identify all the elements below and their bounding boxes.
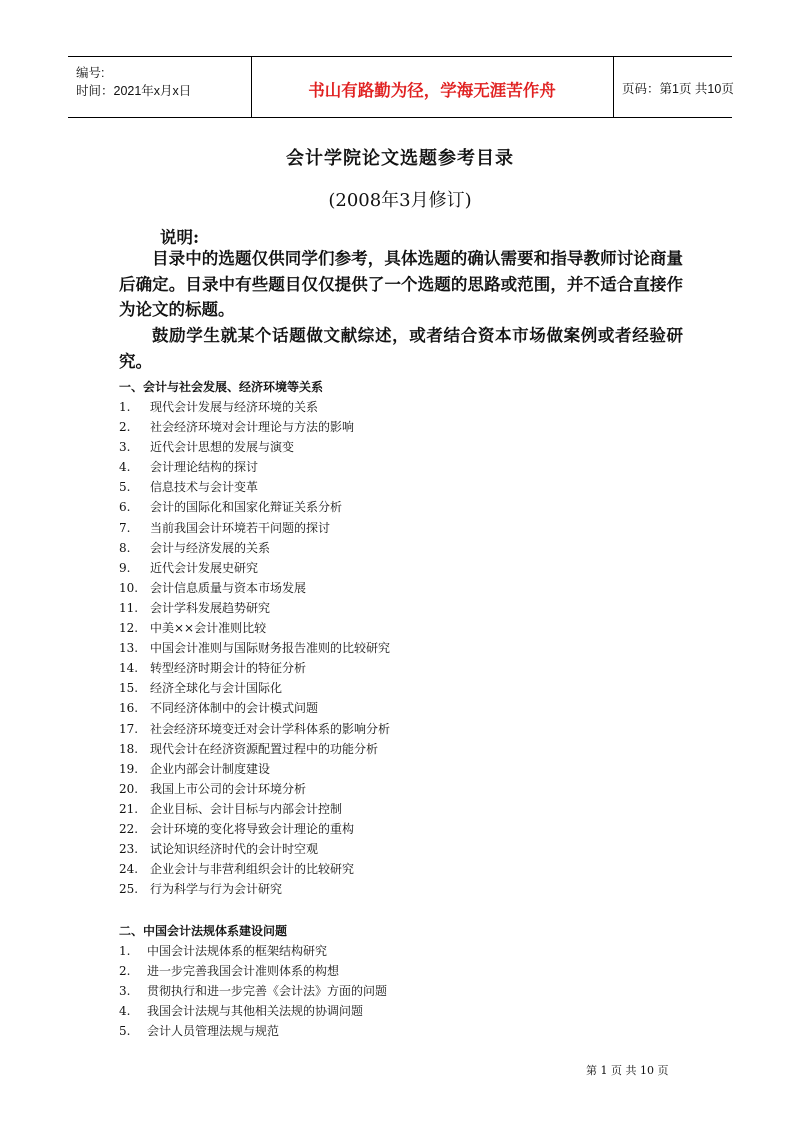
item-text: 中国会计准则与国际财务报告准则的比较研究 bbox=[150, 641, 391, 656]
item-text: 企业目标、会计目标与内部会计控制 bbox=[150, 801, 343, 816]
item-number: 2. bbox=[119, 964, 131, 979]
item-number: 6. bbox=[119, 500, 131, 515]
list-item bbox=[119, 879, 390, 899]
item-number: 11. bbox=[119, 600, 139, 615]
serial-label: 编号: bbox=[76, 66, 105, 80]
item-number: 12. bbox=[119, 621, 139, 636]
item-text: 企业内部会计制度建设 bbox=[150, 761, 271, 776]
item-number: 9. bbox=[119, 560, 131, 575]
item-text: 现代会计发展与经济环境的关系 bbox=[150, 400, 319, 414]
list-item bbox=[119, 598, 390, 618]
item-text: 企业会计与非营利组织会计的比较研究 bbox=[150, 862, 355, 877]
list-item bbox=[119, 397, 390, 417]
item-number: 20. bbox=[119, 781, 139, 796]
motto-text: 书山有路勤为径，学海无涯苦作舟 bbox=[308, 81, 556, 100]
item-number: 3. bbox=[119, 984, 131, 999]
item-text: 近代会计思想的发展与演变 bbox=[150, 440, 295, 455]
explain-label: 说明: bbox=[160, 228, 200, 247]
item-text: 经济全球化与会计国际化 bbox=[150, 681, 283, 696]
item-text: 我国会计法规与其他相关法规的协调问题 bbox=[147, 1004, 364, 1019]
item-number: 8. bbox=[119, 540, 131, 555]
item-number: 1. bbox=[119, 944, 131, 958]
item-number: 5. bbox=[119, 1024, 131, 1039]
item-text: 社会经济环境对会计理论与方法的影响 bbox=[150, 420, 355, 435]
item-text: 会计人员管理法规与规范 bbox=[147, 1024, 280, 1039]
list-item bbox=[119, 739, 390, 759]
item-text: 贯彻执行和进一步完善《会计法》方面的问题 bbox=[147, 984, 388, 999]
list-item bbox=[119, 859, 390, 879]
list-item bbox=[119, 1001, 387, 1021]
list-item bbox=[119, 417, 390, 437]
item-text: 现代会计在经济资源配置过程中的功能分析 bbox=[150, 741, 379, 756]
item-number: 24. bbox=[119, 862, 139, 877]
item-number: 4. bbox=[119, 460, 131, 475]
item-text: 会计环境的变化将导致会计理论的重构 bbox=[150, 821, 355, 836]
item-text: 社会经济环境变迁对会计学科体系的影响分析 bbox=[150, 721, 391, 736]
list-item bbox=[119, 638, 390, 658]
item-number: 10. bbox=[119, 580, 139, 595]
item-text: 试论知识经济时代的会计时空观 bbox=[150, 842, 319, 857]
item-number: 16. bbox=[119, 701, 139, 716]
item-number: 13. bbox=[119, 641, 139, 656]
item-number: 18. bbox=[119, 741, 139, 756]
item-text: 当前我国会计环境若干问题的探讨 bbox=[150, 520, 331, 535]
item-number: 2. bbox=[119, 420, 131, 435]
section-heading-1: 一、会计与社会发展、经济环境等关系 bbox=[119, 380, 324, 394]
item-number: 25. bbox=[119, 882, 139, 897]
item-text: 会计理论结构的探讨 bbox=[150, 460, 259, 475]
item-number: 7. bbox=[119, 520, 131, 535]
item-number: 15. bbox=[119, 681, 139, 696]
list-item bbox=[119, 578, 390, 598]
list-item bbox=[119, 941, 387, 961]
item-number: 14. bbox=[119, 661, 139, 676]
item-number: 5. bbox=[119, 480, 131, 495]
page-title: 会计学院论文选题参考目录 bbox=[286, 148, 514, 169]
list-item bbox=[119, 698, 390, 718]
list-item bbox=[119, 1021, 387, 1041]
item-text: 中国会计法规体系的框架结构研究 bbox=[147, 944, 328, 958]
item-text: 会计的国际化和国家化辩证关系分析 bbox=[150, 500, 343, 515]
header-table bbox=[68, 56, 732, 118]
list-item bbox=[119, 477, 390, 497]
list-item bbox=[119, 819, 390, 839]
item-text: 近代会计发展史研究 bbox=[150, 560, 259, 575]
list-item bbox=[119, 618, 390, 638]
header-page-label: 页码：第1页 共10页 bbox=[622, 82, 734, 96]
item-text: 会计信息质量与资本市场发展 bbox=[150, 580, 307, 595]
time-label: 时间：2021年x月x日 bbox=[76, 84, 192, 98]
item-number: 17. bbox=[119, 721, 139, 736]
explain-paragraph-2: 鼓励学生就某个话题做文献综述，或者结合资本市场做案例或者经验研究。 bbox=[119, 326, 683, 371]
item-number: 22. bbox=[119, 821, 139, 836]
list-item bbox=[119, 497, 390, 517]
list-item bbox=[119, 457, 390, 477]
explain-paragraph-1: 目录中的选题仅供同学们参考，具体选题的确认需要和指导教师讨论商量后确定。目录中有些题目仅仅提供了一个选题的思路或范围，并不适合直接作为论文的标题。 bbox=[119, 249, 683, 320]
list-item bbox=[119, 961, 387, 981]
item-number: 23. bbox=[119, 842, 139, 857]
item-text: 进一步完善我国会计准则体系的构想 bbox=[147, 964, 340, 979]
list-item bbox=[119, 719, 390, 739]
item-text: 中美××会计准则比较 bbox=[150, 621, 267, 636]
header-motto-cell bbox=[251, 57, 614, 117]
list-item bbox=[119, 799, 390, 819]
item-text: 不同经济体制中的会计模式问题 bbox=[150, 701, 319, 716]
list-item bbox=[119, 538, 390, 558]
list-item bbox=[119, 437, 390, 457]
item-text: 信息技术与会计变革 bbox=[150, 480, 259, 495]
item-number: 21. bbox=[119, 801, 139, 816]
item-text: 行为科学与行为会计研究 bbox=[150, 882, 283, 897]
item-number: 19. bbox=[119, 761, 139, 776]
list-item bbox=[119, 839, 390, 859]
item-number: 4. bbox=[119, 1004, 131, 1019]
section-heading-2: 二、中国会计法规体系建设问题 bbox=[119, 924, 288, 938]
item-number: 3. bbox=[119, 440, 131, 455]
page-footer: 第 1 页 共 10 页 bbox=[586, 1064, 669, 1077]
item-text: 转型经济时期会计的特征分析 bbox=[150, 661, 307, 676]
list-item bbox=[119, 678, 390, 698]
list-item bbox=[119, 779, 390, 799]
item-text: 会计学科发展趋势研究 bbox=[150, 600, 271, 615]
list-item bbox=[119, 518, 390, 538]
page-subtitle: (2008年3月修订) bbox=[328, 190, 472, 211]
list-item bbox=[119, 558, 390, 578]
topic-list-1 bbox=[119, 397, 390, 899]
header-left-cell bbox=[68, 57, 252, 117]
topic-list-2 bbox=[119, 941, 387, 1041]
item-text: 会计与经济发展的关系 bbox=[150, 540, 271, 555]
list-item bbox=[119, 658, 390, 678]
header-page-cell bbox=[613, 57, 732, 117]
item-text: 我国上市公司的会计环境分析 bbox=[150, 781, 307, 796]
list-item bbox=[119, 981, 387, 1001]
item-number: 1. bbox=[119, 400, 131, 414]
list-item bbox=[119, 759, 390, 779]
